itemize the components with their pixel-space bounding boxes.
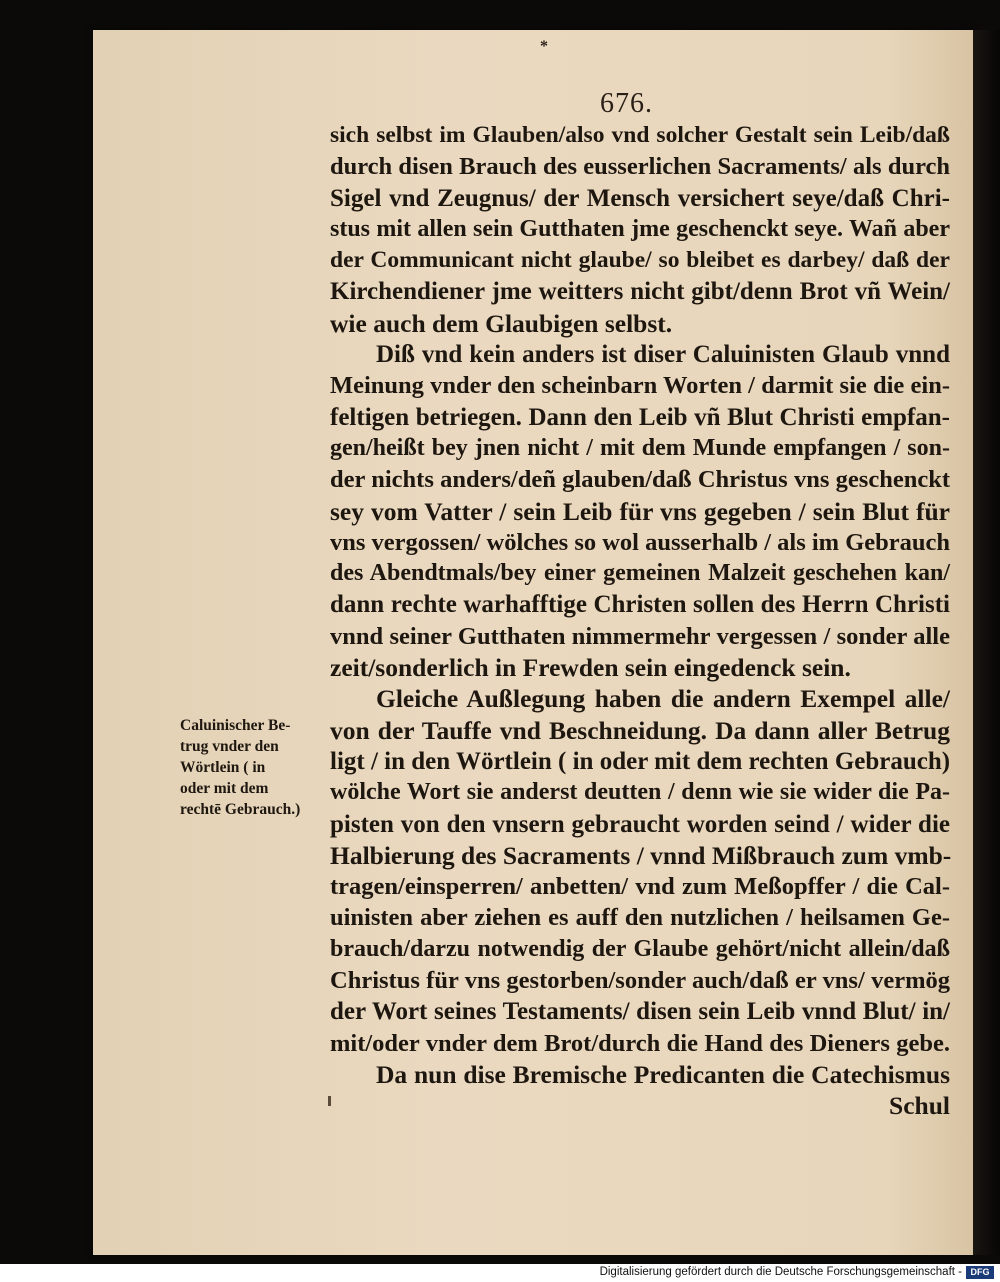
text-line: Gleiche Außlegung haben die andern Exempel alle/ (376, 684, 950, 714)
text-line: Da nun dise Bremische Predicanten die Catechismus (376, 1059, 950, 1089)
text-line: gen/heißt bey jnen nicht / mit dem Munde empfangen / son- (330, 434, 950, 461)
text-line: durch disen Brauch des eusserlichen Sacraments/ als durch (330, 153, 950, 181)
text-line: tragen/einsperren/ anbetten/ vnd zum Meßopffer / die Cal- (330, 873, 950, 901)
dfg-logo: DFG (966, 1266, 994, 1279)
printer-mark: * (540, 38, 548, 55)
text-line: von der Tauffe vnd Beschneidung. Da dann aller Betrug (330, 715, 950, 745)
marginal-note-line: trug vnder den (180, 738, 279, 755)
page-number: 676. (600, 88, 653, 119)
marginal-note-line: oder mit dem (180, 780, 269, 797)
text-line: Halbierung des Sacraments / vnnd Mißbrauch zum vmb- (330, 840, 952, 870)
text-line: des Abendtmals/bey einer gemeinen Malzeit geschehen kan/ (330, 560, 950, 587)
text-line: wie auch dem Glaubigen selbst. (330, 308, 673, 338)
text-line: der Communicant nicht glaube/ so bleibet es darbey/ daß der (330, 247, 950, 274)
text-line: Kirchendiener jme weitters nicht gibt/denn Brot vñ Wein/ (330, 278, 950, 306)
ink-speck (328, 1096, 331, 1106)
marginal-note (180, 715, 325, 820)
book-spine-edge (973, 30, 1000, 1255)
text-line: wölche Wort sie anderst deutten / denn wie sie wider die Pa- (330, 779, 950, 806)
funding-credit: Digitalisierung gefördert durch die Deutsche Forschungsgemeinschaft - (599, 1266, 962, 1278)
text-line: vnnd seiner Gutthaten nimmermehr vergessen / sonder alle (330, 622, 950, 650)
marginal-note-line: Caluinischer Be- (180, 717, 291, 734)
text-line: uinisten aber ziehen es auff den nutzlichen / heilsamen Ge- (330, 904, 950, 932)
text-line: brauch/darzu notwendig der Glaube gehört/nicht allein/daß (330, 935, 950, 962)
text-line: feltigen betriegen. Dann den Leib vñ Blut Christi empfan- (330, 403, 950, 431)
text-line: mit/oder vnder dem Brot/durch die Hand des Dieners gebe. (330, 1029, 950, 1057)
text-line: vns vergossen/ wölches so wol ausserhalb / als im Gebrauch (330, 528, 951, 556)
text-line: der nichts anders/deñ glauben/daß Christus vns geschenckt (330, 466, 950, 494)
text-line: Sigel vnd Zeugnus/ der Mensch versichert seye/daß Chri- (330, 184, 950, 212)
text-line: Diß vnd kein anders ist diser Caluinisten Glaub vnnd (376, 341, 950, 369)
text-line: zeit/sonderlich in Frewden sein eingedenck sein. (330, 653, 851, 683)
text-line: stus mit allen sein Gutthaten jme geschenckt seye. Wañ aber (330, 215, 950, 242)
text-line: dann rechte warhafftige Christen sollen des Herrn Christi (330, 591, 950, 619)
text-line: der Wort seines Testaments/ disen sein Leib vnnd Blut/ in/ (330, 998, 950, 1026)
main-text-block (330, 120, 950, 1122)
marginal-note-line: Wörtlein ( in (180, 759, 266, 776)
text-line: sey vom Vatter / sein Leib für vns gegeben / sein Blut für (330, 496, 950, 526)
text-line: Christus für vns gestorben/sonder auch/daß er vns/ vermög (330, 967, 950, 995)
text-line: ligt / in den Wörtlein ( in oder mit dem rechten Gebrauch) (330, 747, 951, 775)
catchword: Schul (889, 1091, 950, 1121)
text-line: Meinung vnder den scheinbarn Worten / darmit sie die ein- (330, 372, 950, 400)
marginal-note-line: rechtē Gebrauch.) (180, 801, 301, 818)
text-line: sich selbst im Glauben/also vnd solcher Gestalt sein Leib/daß (330, 122, 950, 148)
text-line: pisten von den vnsern gebraucht worden seind / wider die (330, 810, 950, 838)
